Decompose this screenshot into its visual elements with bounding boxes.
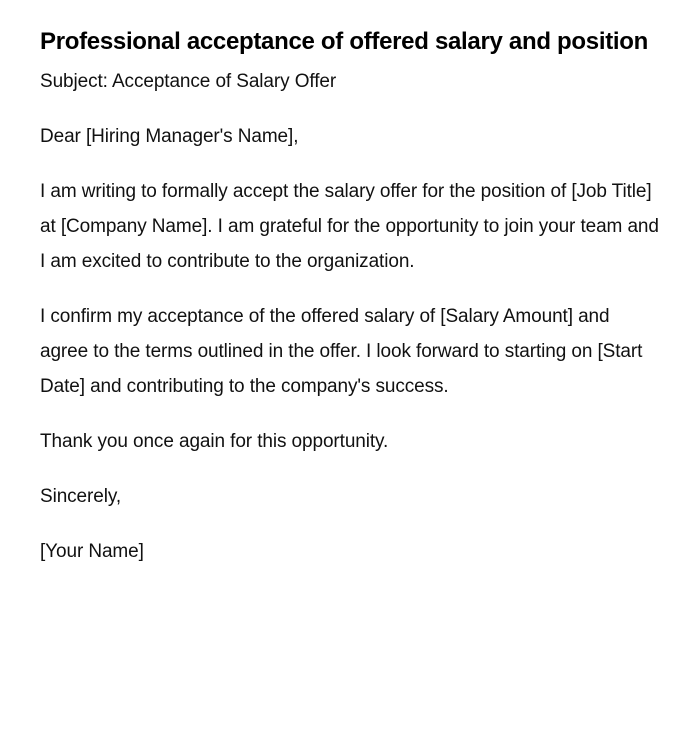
- closing: Sincerely,: [40, 486, 122, 507]
- signature: [Your Name]: [40, 541, 144, 562]
- body-paragraph: Thank you once again for this opportunity.: [40, 431, 389, 452]
- salutation: Dear [Hiring Manager's Name],: [40, 126, 299, 147]
- body-paragraph: I confirm my acceptance of the offered salary of [Salary Amount] and agree to the terms outlined in the offer. I look forward to starting on [Start Date] and contributing to the company's success.: [40, 306, 643, 397]
- document-title: Professional acceptance of offered salary and position: [40, 28, 648, 55]
- body-paragraph: I am writing to formally accept the salary offer for the position of [Job Title] at [Company Name]. I am grateful for the opportunity to join your team and I am excited to contribute to the organization.: [40, 181, 659, 272]
- subject-line: Subject: Acceptance of Salary Offer: [40, 71, 337, 92]
